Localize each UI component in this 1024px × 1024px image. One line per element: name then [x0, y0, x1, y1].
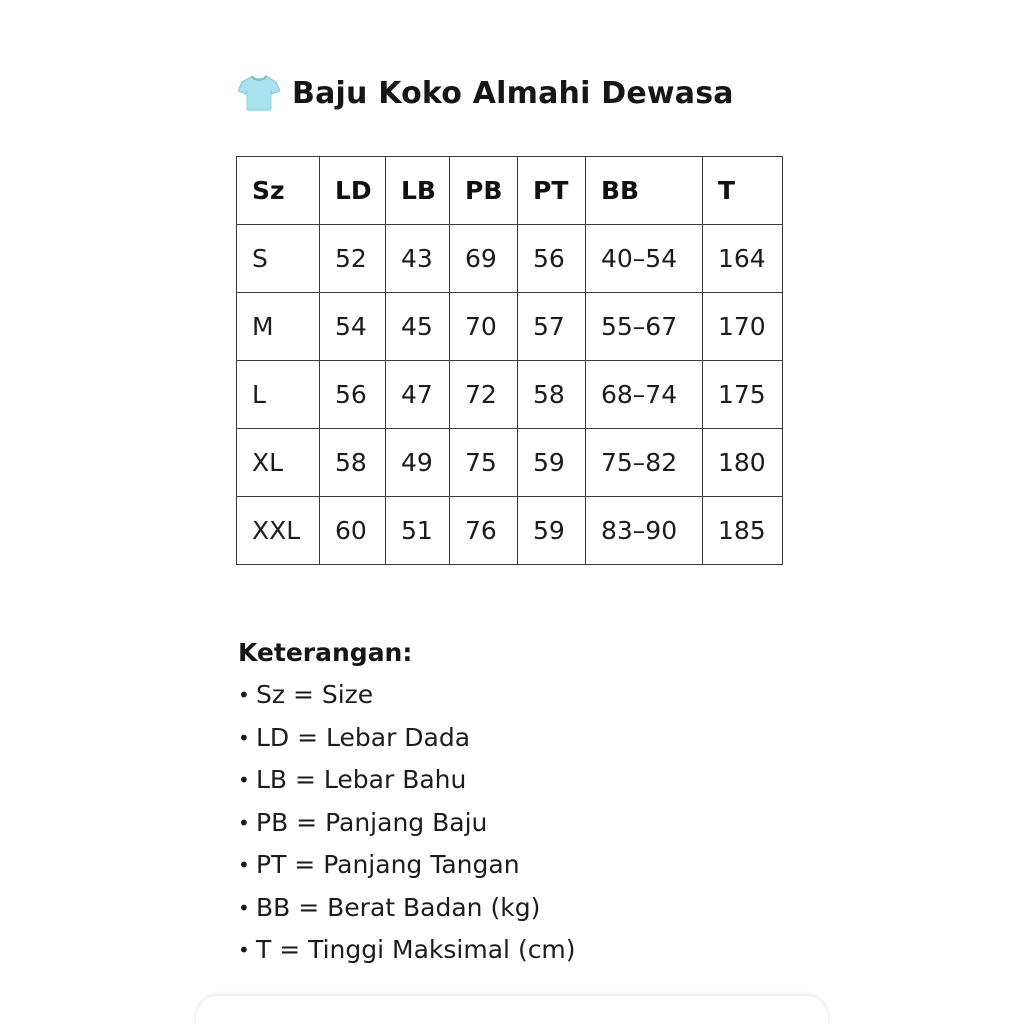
column-header-ld: LD: [320, 157, 386, 225]
list-item: [238, 929, 576, 972]
table-cell: 45: [386, 293, 450, 361]
column-header-pt: PT: [518, 157, 586, 225]
table-cell: 75–82: [586, 429, 703, 497]
table-row: [237, 293, 783, 361]
table-cell: 49: [386, 429, 450, 497]
table-cell: 83–90: [586, 497, 703, 565]
bullet-icon: •: [238, 683, 250, 707]
list-item: [238, 844, 576, 887]
table-cell: XXL: [237, 497, 320, 565]
table-cell: XL: [237, 429, 320, 497]
table-cell: 59: [518, 429, 586, 497]
table-cell: 54: [320, 293, 386, 361]
bullet-icon: •: [238, 810, 250, 835]
title-row: [238, 70, 734, 116]
legend-item-text: Sz = Size: [256, 680, 374, 709]
bullet-icon: •: [238, 768, 250, 792]
bottom-card-edge: [196, 996, 828, 1024]
column-header-sz: Sz: [237, 157, 320, 225]
table-cell: 180: [703, 429, 783, 497]
table-cell: 72: [450, 361, 518, 429]
table-cell: 51: [386, 497, 450, 565]
table-cell: 57: [518, 293, 586, 361]
column-header-lb: LB: [386, 157, 450, 225]
legend-list: [238, 674, 576, 972]
table-cell: 58: [320, 429, 386, 497]
table-row: [237, 497, 783, 565]
table-row: [237, 361, 783, 429]
legend-item-text: PT = Panjang Tangan: [256, 850, 520, 879]
bullet-icon: •: [238, 938, 250, 962]
bullet-icon: •: [238, 853, 250, 877]
table-cell: 76: [450, 497, 518, 565]
table-cell: 68–74: [586, 361, 703, 429]
page-title: Baju Koko Almahi Dewasa: [292, 75, 734, 111]
table-cell: 75: [450, 429, 518, 497]
bullet-icon: •: [238, 725, 250, 750]
table-row: [237, 429, 783, 497]
table-cell: 56: [518, 225, 586, 293]
size-chart-table: [236, 156, 783, 565]
list-item: [238, 802, 576, 845]
legend-section: [238, 632, 576, 972]
table-cell: 47: [386, 361, 450, 429]
column-header-pb: PB: [450, 157, 518, 225]
t-shirt-icon: [238, 74, 280, 112]
table-cell: 70: [450, 293, 518, 361]
column-header-t: T: [703, 157, 783, 225]
legend-heading: Keterangan:: [238, 638, 413, 667]
table-cell: S: [237, 225, 320, 293]
legend-item-text: T = Tinggi Maksimal (cm): [256, 935, 576, 964]
table-cell: M: [237, 293, 320, 361]
legend-item-text: LB = Lebar Bahu: [256, 765, 467, 794]
list-item: [238, 759, 576, 802]
table-cell: 43: [386, 225, 450, 293]
list-item: [238, 674, 576, 717]
table-cell: 170: [703, 293, 783, 361]
table-cell: 55–67: [586, 293, 703, 361]
table-cell: 69: [450, 225, 518, 293]
legend-item-text: LD = Lebar Dada: [256, 722, 471, 752]
table-cell: 58: [518, 361, 586, 429]
table-cell: 56: [320, 361, 386, 429]
legend-item-text: BB = Berat Badan (kg): [256, 892, 541, 922]
legend-item-text: PB = Panjang Baju: [256, 807, 488, 837]
column-header-bb: BB: [586, 157, 703, 225]
table-cell: 60: [320, 497, 386, 565]
table-row: [237, 225, 783, 293]
table-cell: 59: [518, 497, 586, 565]
table-cell: 175: [703, 361, 783, 429]
list-item: [238, 887, 576, 930]
table-cell: 40–54: [586, 225, 703, 293]
table-cell: L: [237, 361, 320, 429]
table-cell: 164: [703, 225, 783, 293]
bullet-icon: •: [238, 895, 250, 920]
table-header-row: [237, 157, 783, 225]
list-item: [238, 717, 576, 760]
table-cell: 185: [703, 497, 783, 565]
table-cell: 52: [320, 225, 386, 293]
